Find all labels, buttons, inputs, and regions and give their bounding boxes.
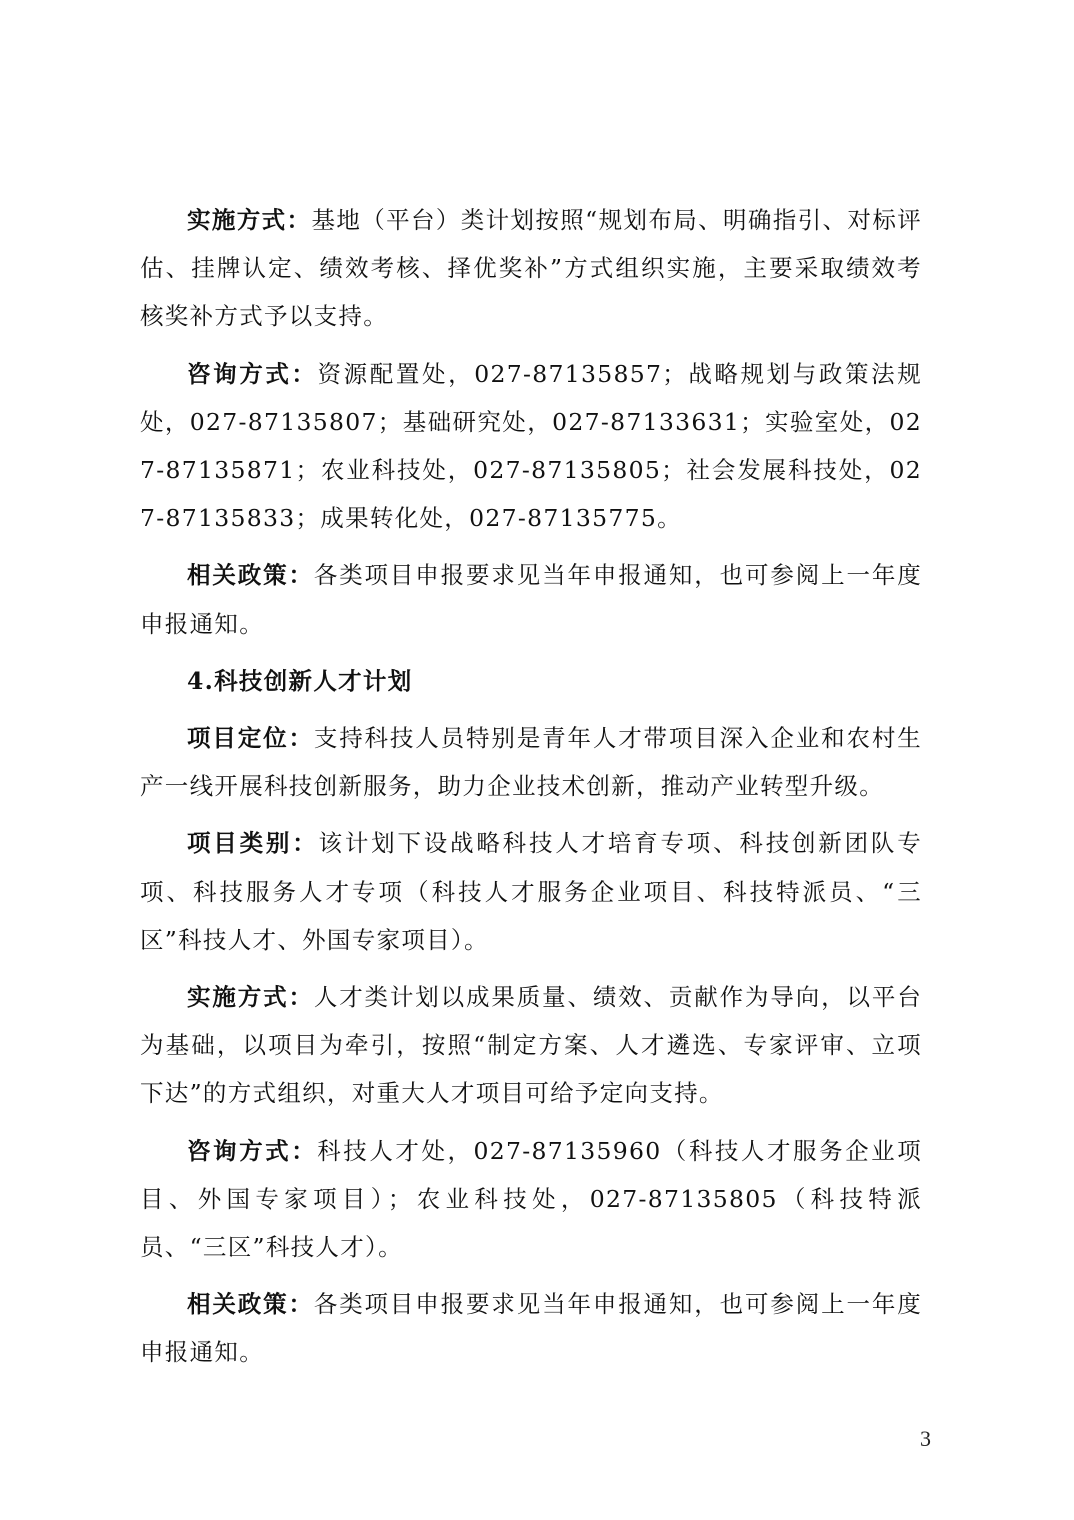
talent-implementation-label: 实施方式： xyxy=(187,983,314,1012)
section-heading-talent-plan: 4.科技创新人才计划 xyxy=(187,666,413,695)
talent-implementation-text: 人才类计划以成果质量、绩效、贡献作为导向，以平台为基础，以项目为牵引，按照“制定方案、人才遴选、专家评审、立项下达”的方式组织，对重大人才项目可给予定向支持。 xyxy=(140,983,923,1108)
policy-paragraph xyxy=(140,551,922,647)
implementation-paragraph xyxy=(140,196,922,341)
page-number: 3 xyxy=(920,1426,931,1451)
implementation-text: 基地（平台）类计划按照“规划布局、明确指引、对标评估、挂牌认定、绩效考核、择优奖补”方式组织实施，主要采取绩效考核奖补方式予以支持。 xyxy=(140,206,923,331)
category-text: 该计划下设战略科技人才培育专项、科技创新团队专项、科技服务人才专项（科技人才服务企业项目、科技特派员、“三区”科技人才、外国专家项目）。 xyxy=(140,829,923,954)
positioning-text: 支持科技人员特别是青年人才带项目深入企业和农村生产一线开展科技创新服务，助力企业技术创新，推动产业转型升级。 xyxy=(140,724,923,801)
talent-policy-text: 各类项目申报要求见当年申报通知，也可参阅上一年度申报通知。 xyxy=(140,1290,923,1367)
consultation-paragraph xyxy=(140,350,922,543)
consultation-text: 资源配置处，027-87135857；战略规划与政策法规处，027-87135807；基础研究处，027-87133631；实验室处，027-87135871；农业科技处，027-87135805；社会发展科技处，027-87135833；成果转化处，027-87135775。 xyxy=(140,359,922,533)
talent-consultation-label: 咨询方式： xyxy=(187,1136,318,1165)
category-label: 项目类别： xyxy=(187,829,319,858)
policy-label: 相关政策： xyxy=(187,561,314,590)
consultation-label: 咨询方式： xyxy=(187,359,318,388)
positioning-label: 项目定位： xyxy=(187,724,314,753)
talent-implementation-paragraph xyxy=(140,973,922,1118)
talent-consultation-paragraph xyxy=(140,1127,922,1272)
category-paragraph xyxy=(140,819,922,964)
policy-text: 各类项目申报要求见当年申报通知，也可参阅上一年度申报通知。 xyxy=(140,561,923,638)
document-body xyxy=(140,196,922,1386)
positioning-paragraph xyxy=(140,714,922,810)
talent-policy-paragraph xyxy=(140,1280,922,1376)
implementation-label: 实施方式： xyxy=(187,206,312,234)
talent-policy-label: 相关政策： xyxy=(187,1290,314,1319)
talent-consultation-text: 科技人才处，027-87135960（科技人才服务企业项目、外国专家项目）；农业科技处，027-87135805（科技特派员、“三区”科技人才）。 xyxy=(140,1136,923,1262)
